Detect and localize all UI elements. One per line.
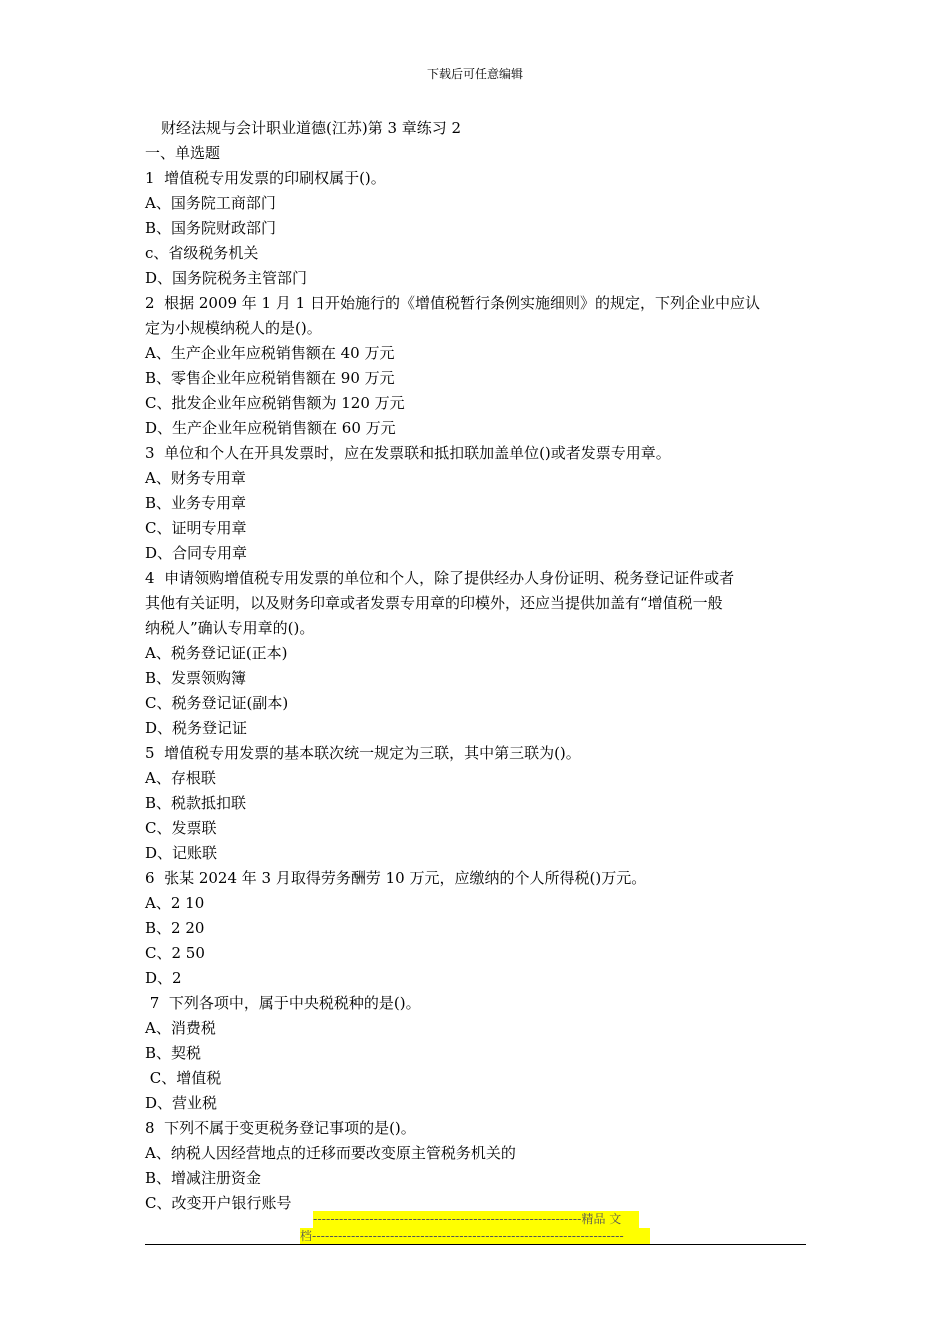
option-line: B、零售企业年应税销售额在 90 万元 — [145, 369, 395, 387]
option-line: C、2 50 — [145, 944, 205, 962]
footer-highlight-band — [300, 1211, 660, 1245]
question-5: 5 增值税专用发票的基本联次统一规定为三联，其中第三联为()。 — [145, 744, 581, 762]
footer-line-2: 档------------------------------------------------------------------------ — [300, 1228, 650, 1245]
option-line: D、税务登记证 — [145, 719, 248, 737]
option-line: B、税款抵扣联 — [145, 794, 247, 812]
question-2-cont: 定为小规模纳税人的是()。 — [145, 319, 322, 337]
document-body — [145, 116, 810, 1216]
option-line: A、生产企业年应税销售额在 40 万元 — [145, 344, 395, 362]
option-line: C、税务登记证(副本) — [145, 694, 289, 712]
option-line: C、增值税 — [145, 1069, 222, 1087]
footer-line-1: --------------------------------------------------------------精品 文 — [313, 1211, 639, 1228]
option-line: C、批发企业年应税销售额为 120 万元 — [145, 394, 405, 412]
section-heading: 一、单选题 — [145, 144, 221, 162]
option-line: A、存根联 — [145, 769, 216, 787]
option-line: A、税务登记证(正本) — [145, 644, 288, 662]
question-1: 1 增值税专用发票的印刷权属于()。 — [145, 169, 386, 187]
option-line: B、业务专用章 — [145, 494, 247, 512]
option-line: D、营业税 — [145, 1094, 218, 1112]
question-6: 6 张某 2024 年 3 月取得劳务酬劳 10 万元，应缴纳的个人所得税()万元。 — [145, 869, 647, 887]
option-line: A、国务院工商部门 — [145, 194, 276, 212]
option-line: c、省级税务机关 — [145, 244, 259, 262]
option-line: C、改变开户银行账号 — [145, 1194, 292, 1212]
option-line: B、增减注册资金 — [145, 1169, 262, 1187]
question-4-cont: 纳税人”确认专用章的()。 — [145, 619, 315, 637]
option-line: D、生产企业年应税销售额在 60 万元 — [145, 419, 396, 437]
option-line: D、国务院税务主管部门 — [145, 269, 308, 287]
option-line: B、国务院财政部门 — [145, 219, 277, 237]
document-title: 财经法规与会计职业道德(江苏)第 3 章练习 2 — [161, 119, 462, 137]
question-3: 3 单位和个人在开具发票时，应在发票联和抵扣联加盖单位()或者发票专用章。 — [145, 444, 671, 462]
question-4: 4 申请领购增值税专用发票的单位和个人，除了提供经办人身份证明、税务登记证件或者 — [145, 569, 735, 587]
question-7: 7 下列各项中，属于中央税税种的是()。 — [145, 994, 421, 1012]
option-line: D、合同专用章 — [145, 544, 248, 562]
header-note: 下载后可任意编辑 — [426, 67, 523, 81]
option-line: A、财务专用章 — [145, 469, 246, 487]
option-line: B、发票领购簿 — [145, 669, 247, 687]
footer-rule — [145, 1244, 806, 1245]
option-line: A、2 10 — [145, 894, 205, 912]
option-line: D、2 — [145, 969, 182, 987]
option-line: A、纳税人因经营地点的迁移而要改变原主管税务机关的 — [145, 1144, 516, 1162]
question-2: 2 根据 2009 年 1 月 1 日开始施行的《增值税暂行条例实施细则》的规定，下列企业中应认 — [145, 294, 760, 312]
option-line: B、契税 — [145, 1044, 202, 1062]
option-line: A、消费税 — [145, 1019, 216, 1037]
option-line: D、记账联 — [145, 844, 218, 862]
option-line: B、2 20 — [145, 919, 205, 937]
question-4-cont: 其他有关证明，以及财务印章或者发票专用章的印模外，还应当提供加盖有“增值税一般 — [145, 594, 723, 612]
question-8: 8 下列不属于变更税务登记事项的是()。 — [145, 1119, 416, 1137]
option-line: C、证明专用章 — [145, 519, 247, 537]
option-line: C、发票联 — [145, 819, 217, 837]
